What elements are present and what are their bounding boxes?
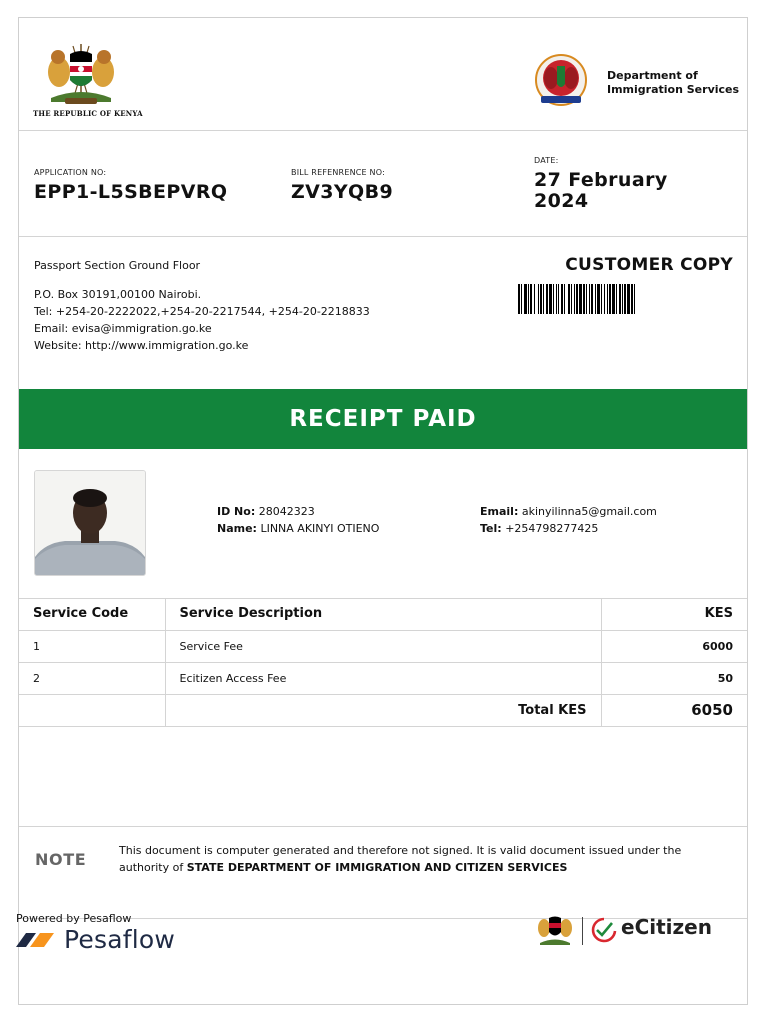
applicant-email-label: Email:: [480, 505, 519, 518]
service-amount-cell: 6000: [601, 630, 747, 662]
services-table: [19, 598, 747, 727]
note-text-line2: [119, 859, 719, 876]
address-line-5: Website: http://www.immigration.go.ke: [34, 339, 249, 352]
date-label: DATE:: [534, 156, 559, 165]
applicant-details: [19, 449, 747, 599]
total-empty-cell: [19, 694, 165, 726]
pesaflow-logo-icon: [14, 929, 56, 949]
address-line-3: Tel: +254-20-2222022,+254-20-2217544, +254-20-2218833: [34, 305, 370, 318]
ecitizen-logo-icon: [591, 917, 617, 943]
applicant-name-value: LINNA AKINYI OTIENO: [260, 522, 380, 535]
date-value-line1: 27 February: [534, 169, 668, 191]
application-details: [19, 130, 747, 237]
kenya-coat-of-arms-icon: [43, 42, 119, 108]
application-no-value: EPP1-L5SBEPVRQ: [34, 181, 228, 203]
service-description-cell: Ecitizen Access Fee: [165, 662, 601, 694]
table-row: [19, 630, 747, 662]
ecitizen-logo-text: eCitizen: [621, 915, 712, 939]
date-value-line2: 2024: [534, 190, 589, 212]
service-code-cell: 1: [19, 630, 165, 662]
address-line-1: Passport Section Ground Floor: [34, 259, 201, 272]
bill-reference-label: BILL REFENRENCE NO:: [291, 168, 385, 177]
pesaflow-logo-text: Pesaflow: [64, 925, 175, 954]
department-name: [607, 69, 747, 97]
bill-reference-value: ZV3YQB9: [291, 181, 394, 203]
applicant-email-value: akinyilinna5@gmail.com: [521, 505, 657, 518]
applicant-id-value: 28042323: [258, 505, 315, 518]
note-body: [119, 842, 719, 876]
address-line-2: P.O. Box 30191,00100 Nairobi.: [34, 288, 202, 301]
office-address: [19, 236, 747, 389]
immigration-department-logo-icon: [529, 54, 593, 106]
barcode-icon: [518, 284, 726, 314]
powered-by-text: Powered by Pesaflow: [16, 912, 132, 925]
receipt-header: [19, 18, 747, 131]
department-name-line1: Department of: [607, 69, 698, 82]
note-text-line1: This document is computer generated and therefore not signed. It is valid document issued under the: [119, 844, 682, 857]
applicant-tel-label: Tel:: [480, 522, 502, 535]
service-description-cell: Service Fee: [165, 630, 601, 662]
note-authority: STATE DEPARTMENT OF IMMIGRATION AND CITIZEN SERVICES: [186, 861, 568, 874]
applicant-name: [217, 520, 379, 537]
applicant-tel: [480, 520, 598, 537]
kes-header: KES: [601, 598, 747, 630]
applicant-photo: [34, 470, 146, 576]
table-row: [19, 662, 747, 694]
service-code-header: Service Code: [19, 598, 165, 630]
receipt-document: [18, 17, 748, 1005]
date-value: [534, 170, 668, 212]
applicant-id: [217, 503, 315, 520]
service-amount-cell: 50: [601, 662, 747, 694]
total-amount: 6050: [601, 694, 747, 726]
address-line-4: Email: evisa@immigration.go.ke: [34, 322, 212, 335]
total-row: [19, 694, 747, 726]
application-no-label: APPLICATION NO:: [34, 168, 107, 177]
total-label: Total KES: [165, 694, 601, 726]
applicant-name-label: Name:: [217, 522, 257, 535]
service-code-cell: 2: [19, 662, 165, 694]
customer-copy-label: CUSTOMER COPY: [565, 255, 733, 275]
receipt-paid-banner: RECEIPT PAID: [19, 389, 747, 449]
table-header-row: [19, 598, 747, 630]
republic-of-kenya-text: THE REPUBLIC OF KENYA: [33, 109, 143, 118]
applicant-email: [480, 503, 657, 520]
applicant-portrait-icon: [35, 471, 145, 575]
service-description-header: Service Description: [165, 598, 601, 630]
applicant-tel-value: +254798277425: [505, 522, 599, 535]
department-name-line2: Immigration Services: [607, 83, 740, 96]
footer-logo-divider: [582, 917, 583, 945]
note-section: [19, 826, 747, 919]
note-title: NOTE: [35, 850, 87, 869]
applicant-id-label: ID No:: [217, 505, 256, 518]
note-text-prefix: authority of: [119, 861, 187, 874]
kenya-coat-of-arms-footer-icon: [536, 912, 574, 948]
